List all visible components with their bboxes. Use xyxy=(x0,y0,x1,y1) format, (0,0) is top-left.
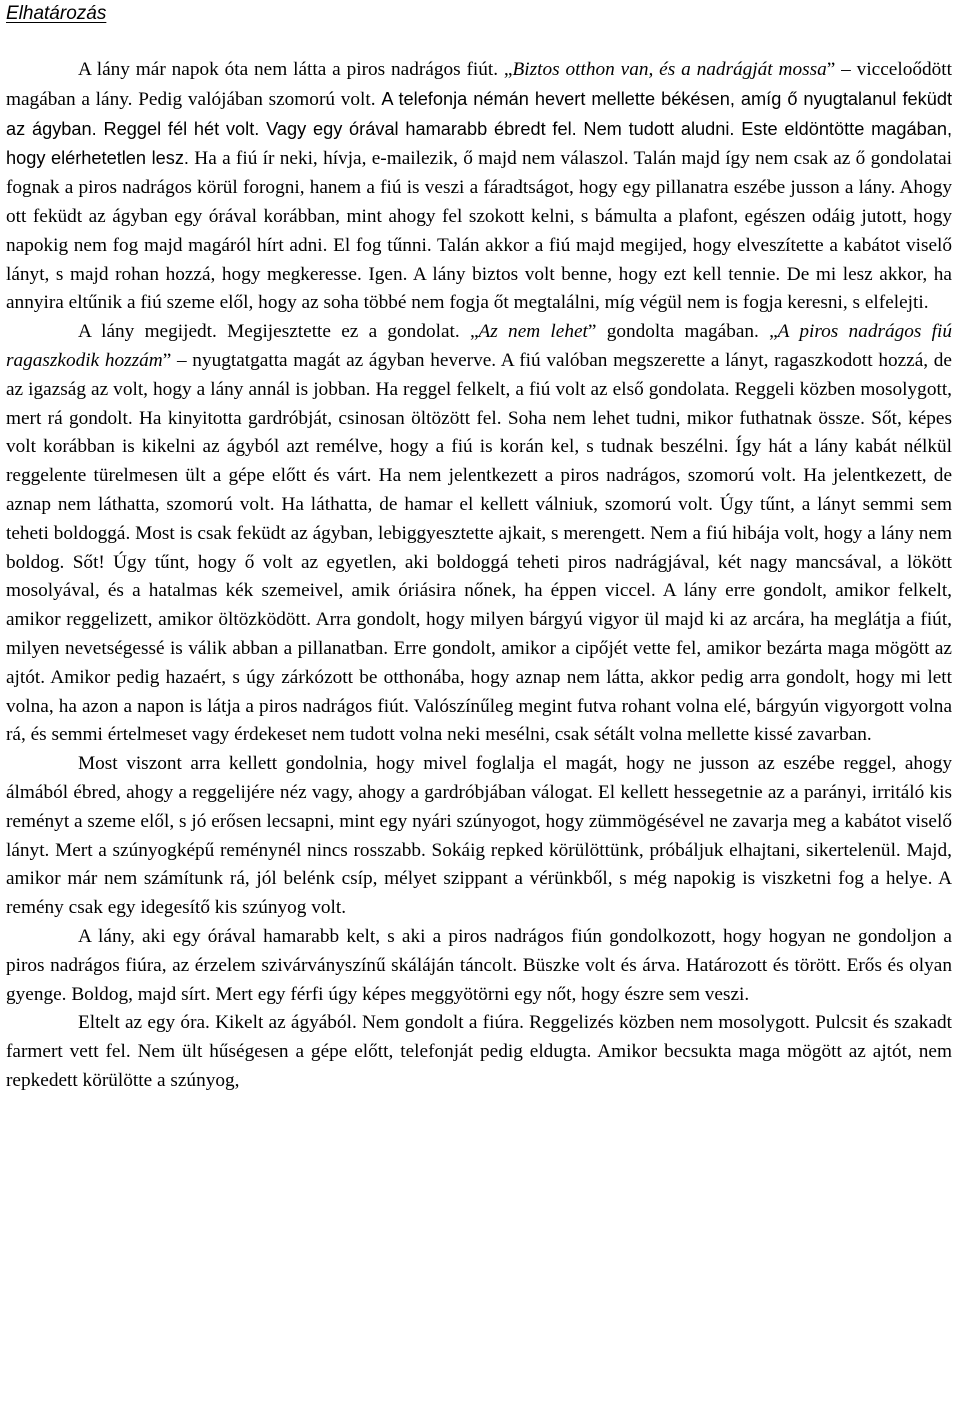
paragraph xyxy=(6,1009,952,1095)
paragraph xyxy=(6,318,952,750)
paragraph-text: ” – nyugtatgatta magát az ágyban heverve. A fiú valóban megszerette a lányt, ragaszkodott hozzá, de az igazság az volt, hogy a lány annál is jobban. Ha reggel felkelt, a fiú volt az első gondolata. Reggeli közben mosolygott, mert rá gondolt. Ha kinyitotta gardróbját, csinosan öltözött fel. Soha nem lehet tudni, mikor futhatnak össze. Sőt, képes volt korábban is kikelni az ágyból azt remélve, hogy a fiú is korán kel, s tudnak beszélni. Így hát a lány kabát nélkül reggelente türelmesen ült a gépe előtt és várt. Ha nem jelentkezett a piros nadrágos, szomorú volt. Ha jelentkezett, de aznap nem láthatta, szomorú volt. Ha láthatta, de hamar el kellett válniuk, szomorú volt. Úgy tűnt, a lányt semmi sem teheti boldoggá. Most is csak feküdt az ágyban, lebiggyesztette ajkait, s merengett. Nem a fiú hibája volt, hogy a lány nem boldog. Sőt! Úgy tűnt, hogy ő volt az egyetlen, aki boldoggá teheti piros nadrágjával, két nagy mancsával, a lökött mosolyával, és a hatalmas kék szemeivel, amik óriásira nőnek, ha éppen viccel. A lány erre gondolt, amikor felkelt, amikor reggelizett, amikor öltözködött. Arra gondolt, hogy milyen bárgyú vigyor ül majd ki az arcára, ha meglátja a fiút, milyen nevetségessé is válik abban a pillanatban. Erre gondolt, amikor a cipőjét vette fel, amikor bezárta maga mögött az ajtót. Amikor pedig hazaért, s úgy zárkózott be otthonába, hogy aznap nem látta, akkor pedig arra gondolt, hogy mi lett volna, ha azon a napon is látja a piros nadrágos fiút. Valószínűleg megint futva rohant volna elé, bárgyún vigyorgott volna rá, és semmi értelmeset vagy érdekeset nem tudott volna neki mesélni, csak sétált volna mellette kissé zavarban. xyxy=(6,349,952,746)
paragraph-text: A telefonja némán hevert mellette békésen, amíg ő nyugtalanul feküdt az ágyban. Reggel fél hét volt. Vagy egy órával hamarabb ébredt fel. Nem tudott aludni. Este eldöntötte magában, hogy elérhetetlen lesz. xyxy=(6,88,953,169)
document-title: Elhatározás xyxy=(6,3,107,24)
document-body xyxy=(6,56,952,1096)
paragraph-text: Most viszont arra kellett gondolnia, hogy mivel foglalja el magát, hogy ne jusson az eszébe reggel, ahogy álmából ébred, ahogy a reggelijére néz vagy, ahogy a gardróbjában válogat. El kellett hessegetnie az a parányi, irritáló kis reményt a szeme elől, s jó erősen lecsapni, mint egy nyári szúnyogot, hogy zümmögésével ne zavarja meg a kabátot viselő lányt. Mert a szúnyogképű reménynél nincs rosszabb. Sokáig repked körülöttünk, próbáljuk elhajtani, sikertelenül. Majd, amikor már nem számítunk rá, jól belénk csíp, mélyet szippant a vérünkből, s még napokig is viszketni fog a helye. A remény csak egy idegesítő kis szúnyog volt. xyxy=(6,753,952,919)
paragraph-text: A lány megijedt. Megijesztette ez a gondolat. „ xyxy=(78,321,479,343)
quoted-thought: Biztos otthon van, és a nadrágját mossa xyxy=(512,59,827,80)
paragraph xyxy=(6,56,952,318)
quoted-thought: Az nem lehet xyxy=(478,321,588,343)
paragraph xyxy=(6,923,952,1009)
paragraph-text: Ha a fiú ír neki, hívja, e-mailezik, ő majd nem válaszol. Talán majd így nem csak az ő gondolatai fognak a piros nadrágos körül forogni, hanem a fiú is veszi a fáradtságot, hogy egy pillanatra eszébe jusson a lány. Ahogy ott feküdt az ágyban egy órával korábban, mint ahogy fel szokott kelni, s bámulta a plafont, egészen odáig jutott, hogy napokig nem fog majd magáról hírt adni. El fog tűnni. Talán akkor a fiú majd megijed, hogy elveszítette a kabátot viselő lányt, s majd rohan hozzá, hogy megkeresse. Igen. A lány biztos volt benne, hogy ezt kell tennie. De mi lesz akkor, ha annyira eltűnik a fiú szeme elől, hogy az soha többé nem fogja őt megtalálni, míg végül nem is fogja keresni, s elfelejti. xyxy=(6,148,952,314)
paragraph-text: ” gondolta magában. „ xyxy=(587,321,778,343)
paragraph-text: A lány, aki egy órával hamarabb kelt, s aki a piros nadrágos fiún gondolkozott, hogy hogyan ne gondoljon a piros nadrágos fiúra, az érzelem szivárványszínű skáláján táncolt. Büszke volt és árva. Határozott és törött. Erős és olyan gyenge. Boldog, majd sírt. Mert egy férfi úgy képes meggyötörni egy nőt, hogy észre sem veszi. xyxy=(6,925,952,1005)
paragraph-text: A lány már napok óta nem látta a piros nadrágos fiút. „ xyxy=(78,59,513,80)
quoted-thought: A piros nadrágos fiú ragaszkodik hozzám xyxy=(6,321,952,371)
paragraph-text: Eltelt az egy óra. Kikelt az ágyából. Nem gondolt a fiúra. Reggelizés közben nem mosolygott. Pulcsit és szakadt farmert vett fel. Nem ült hűségesen a gépe előtt, telefonját pedig eldugta. Amikor becsukta maga mögött az ajtót, nem repkedett körülötte a szúnyog, xyxy=(6,1012,952,1091)
paragraph xyxy=(6,750,952,923)
paragraph-text: ” – vicceloődött magában a lány. Pedig valójában szomorú volt. xyxy=(6,59,952,110)
